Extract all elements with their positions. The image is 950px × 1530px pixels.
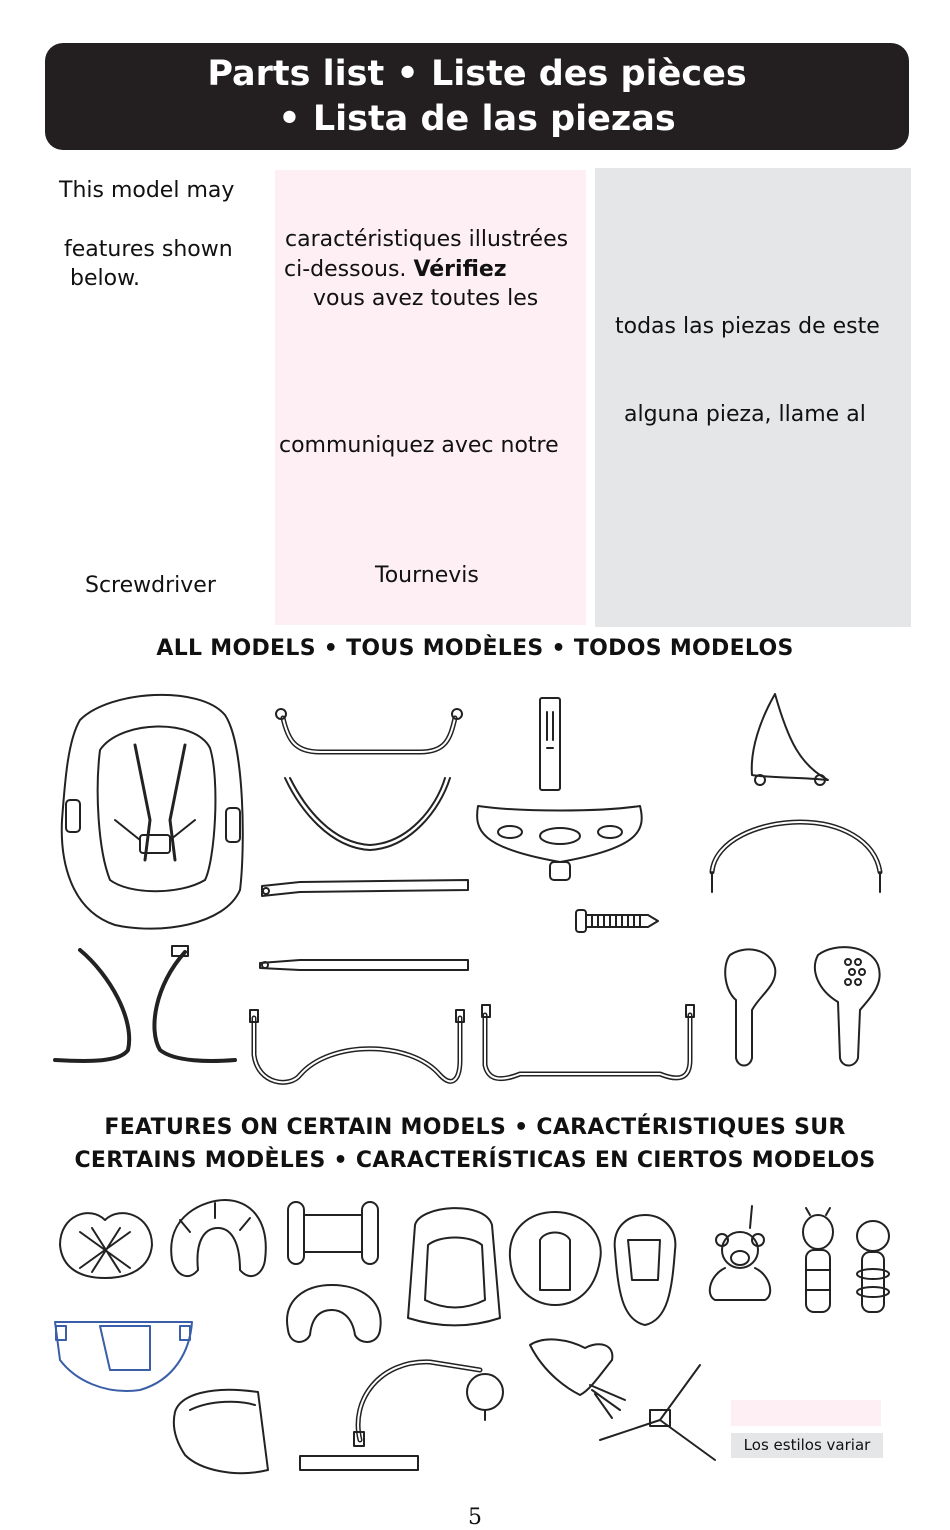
curved-wire-illustration: [285, 778, 450, 850]
seat-pad-illustration: [62, 695, 243, 929]
blue-pad-illustration: [55, 1322, 192, 1391]
all-models-heading: ALL MODELS • TOUS MODÈLES • TODOS MODELOS: [156, 636, 794, 661]
side-bolsters-illustration: [288, 1202, 378, 1264]
neck-pillow-illustration: [171, 1200, 266, 1276]
giraffe-toy-2-illustration: [857, 1221, 889, 1312]
french-text-2a: ci-dessous.: [284, 257, 407, 282]
monkey-toy-illustration: [710, 1206, 770, 1300]
french-tool-label: Tournevis: [375, 563, 479, 588]
u-frame-2-illustration: [482, 1005, 694, 1079]
english-text-3: below.: [70, 266, 141, 291]
french-text-1: caractéristiques illustrées: [285, 227, 569, 252]
base-tray-illustration: [477, 806, 642, 880]
handle-left-illustration: [725, 949, 775, 1065]
infant-insert-illustration: [615, 1215, 676, 1325]
toy-tray-illustration: [530, 1339, 625, 1418]
post-illustration: [540, 698, 560, 790]
upper-frame-tube-illustration: [276, 709, 462, 752]
u-frame-1-illustration: [250, 1010, 464, 1082]
tray-bar-illustration: [300, 1456, 418, 1470]
giraffe-toy-1-illustration: [803, 1208, 833, 1312]
toy-bar-support-illustration: [752, 694, 828, 785]
french-text-4: communiquez avec notre: [279, 433, 559, 458]
screw-illustration: [576, 910, 658, 932]
styles-pink-box: [731, 1400, 881, 1426]
page-number: 5: [468, 1505, 482, 1530]
head-support-illustration: [60, 1213, 152, 1278]
features-heading-line-1: FEATURES ON CERTAIN MODELS • CARACTÉRISTIQUES SUR: [104, 1115, 846, 1140]
french-text-3: vous avez toutes les: [313, 286, 539, 311]
mobile-arm-illustration: [354, 1362, 503, 1446]
legs-illustration: [55, 946, 235, 1061]
english-text-2: features shown: [64, 237, 233, 262]
straight-tube-2-illustration: [260, 960, 468, 970]
title-line-2: • Lista de las piezas: [278, 99, 676, 139]
title-line-1: Parts list • Liste des pièces: [207, 54, 747, 94]
seat-cover-illustration: [510, 1212, 601, 1305]
features-heading-line-2: CERTAINS MODÈLES • CARACTERÍSTICAS EN CIERTOS MODELOS: [74, 1148, 876, 1173]
canopy-illustration: [174, 1390, 268, 1473]
body-support-illustration: [287, 1285, 381, 1342]
english-tool-label: Screwdriver: [85, 573, 216, 598]
spanish-text-1: todas las piezas de este: [615, 314, 880, 339]
english-text-1: This model may: [59, 178, 235, 203]
styles-note: Los estilos variar: [731, 1433, 883, 1458]
handle-right-illustration: [815, 947, 880, 1065]
straight-tube-1-illustration: [262, 880, 468, 896]
base-star-illustration: [600, 1365, 715, 1460]
french-verify-word: Vérifiez: [413, 257, 507, 282]
toy-arch-illustration: [712, 822, 880, 892]
spanish-text-2: alguna pieza, llame al: [624, 402, 866, 427]
seat-liner-illustration: [408, 1208, 500, 1325]
